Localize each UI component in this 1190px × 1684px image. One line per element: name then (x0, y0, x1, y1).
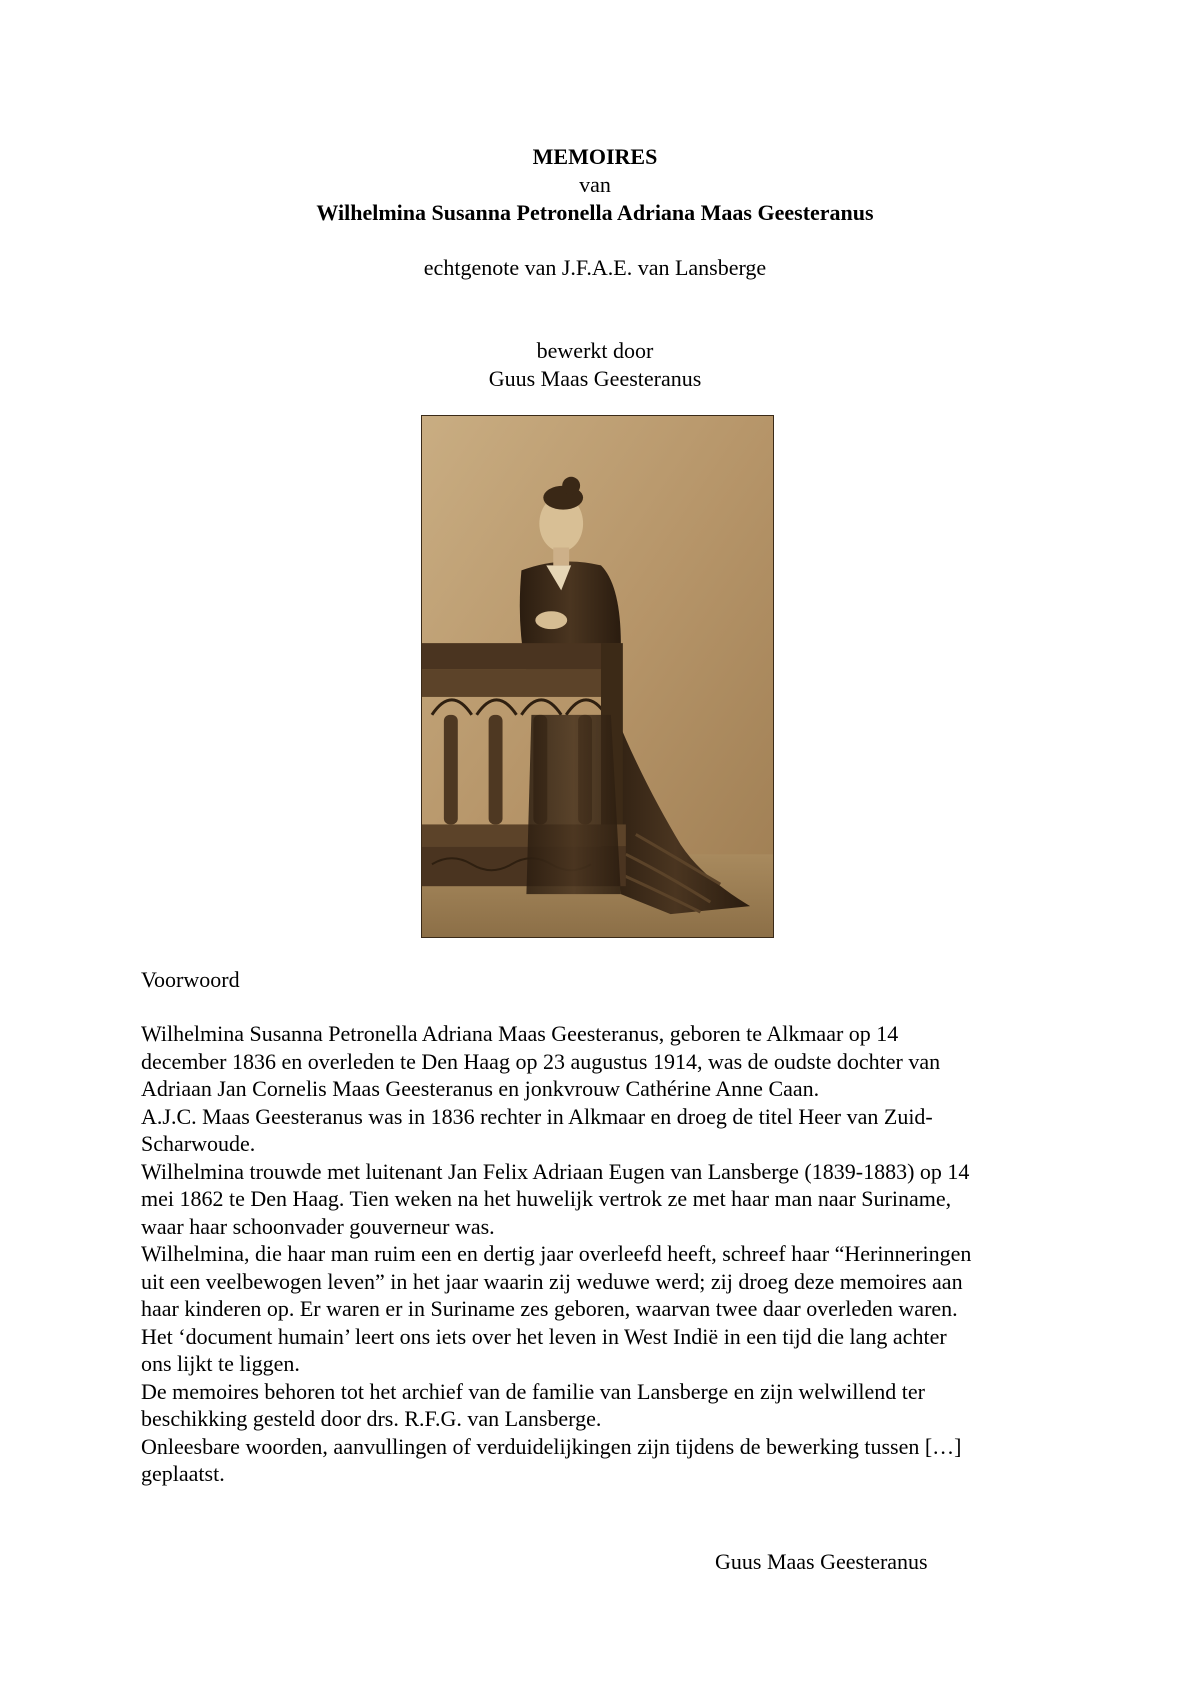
foreword-line: Het ‘document humain’ leert ons iets over het leven in West Indië in een tijd die lang achter (141, 1323, 947, 1349)
spouse-line: echtgenote van J.F.A.E. van Lansberge (423, 255, 767, 280)
editor-name: Guus Maas Geesteranus (488, 366, 702, 391)
author-name: Wilhelmina Susanna Petronella Adriana Maas Geesteranus (316, 200, 874, 225)
foreword-heading: Voorwoord (141, 967, 240, 992)
portrait-photo (421, 415, 774, 938)
foreword-line: Wilhelmina, die haar man ruim een en dertig jaar overleefd heeft, schreef haar “Herinneringen (141, 1241, 972, 1266)
foreword-line: A.J.C. Maas Geesteranus was in 1836 rechter in Alkmaar en droeg de titel Heer van Zuid- (141, 1103, 933, 1129)
signature: Guus Maas Geesteranus (715, 1549, 928, 1574)
edited-by-label: bewerkt door (536, 338, 654, 363)
foreword-line: mei 1862 te Den Haag. Tien weken na het huwelijk vertrok ze met haar man naar Suriname, (141, 1186, 952, 1211)
foreword-line: Scharwoude. (141, 1131, 256, 1156)
sepia-portrait-photo-icon (422, 416, 773, 937)
foreword-line: haar kinderen op. Er waren er in Suriname zes geboren, waarvan twee daar overleden waren. (141, 1296, 958, 1321)
foreword-line: De memoires behoren tot het archief van de familie van Lansberge en zijn welwillend ter (141, 1378, 925, 1404)
foreword-line: december 1836 en overleden te Den Haag op 23 augustus 1914, was de oudste dochter van (141, 1048, 941, 1074)
title-connector: van (579, 172, 611, 197)
foreword-line: Adriaan Jan Cornelis Maas Geesteranus en jonkvrouw Cathérine Anne Caan. (141, 1076, 820, 1101)
foreword-line: Wilhelmina Susanna Petronella Adriana Maas Geesteranus, geboren te Alkmaar op 14 (141, 1021, 899, 1046)
foreword-body (141, 1020, 1051, 1488)
foreword-line: geplaatst. (141, 1461, 225, 1486)
foreword-line: Wilhelmina trouwde met luitenant Jan Felix Adriaan Eugen van Lansberge (1839-1883) op 14 (141, 1158, 970, 1184)
foreword-line: Onleesbare woorden, aanvullingen of verduidelijkingen zijn tijdens de bewerking tussen […] (141, 1433, 962, 1459)
foreword-line: waar haar schoonvader gouverneur was. (141, 1213, 495, 1239)
foreword-line: beschikking gesteld door drs. R.F.G. van Lansberge. (141, 1406, 602, 1431)
foreword-line: ons lijkt te liggen. (141, 1351, 300, 1376)
document-title: MEMOIRES (532, 144, 658, 169)
foreword-line: uit een veelbewogen leven” in het jaar waarin zij weduwe werd; zij droeg deze memoires aan (141, 1268, 963, 1294)
